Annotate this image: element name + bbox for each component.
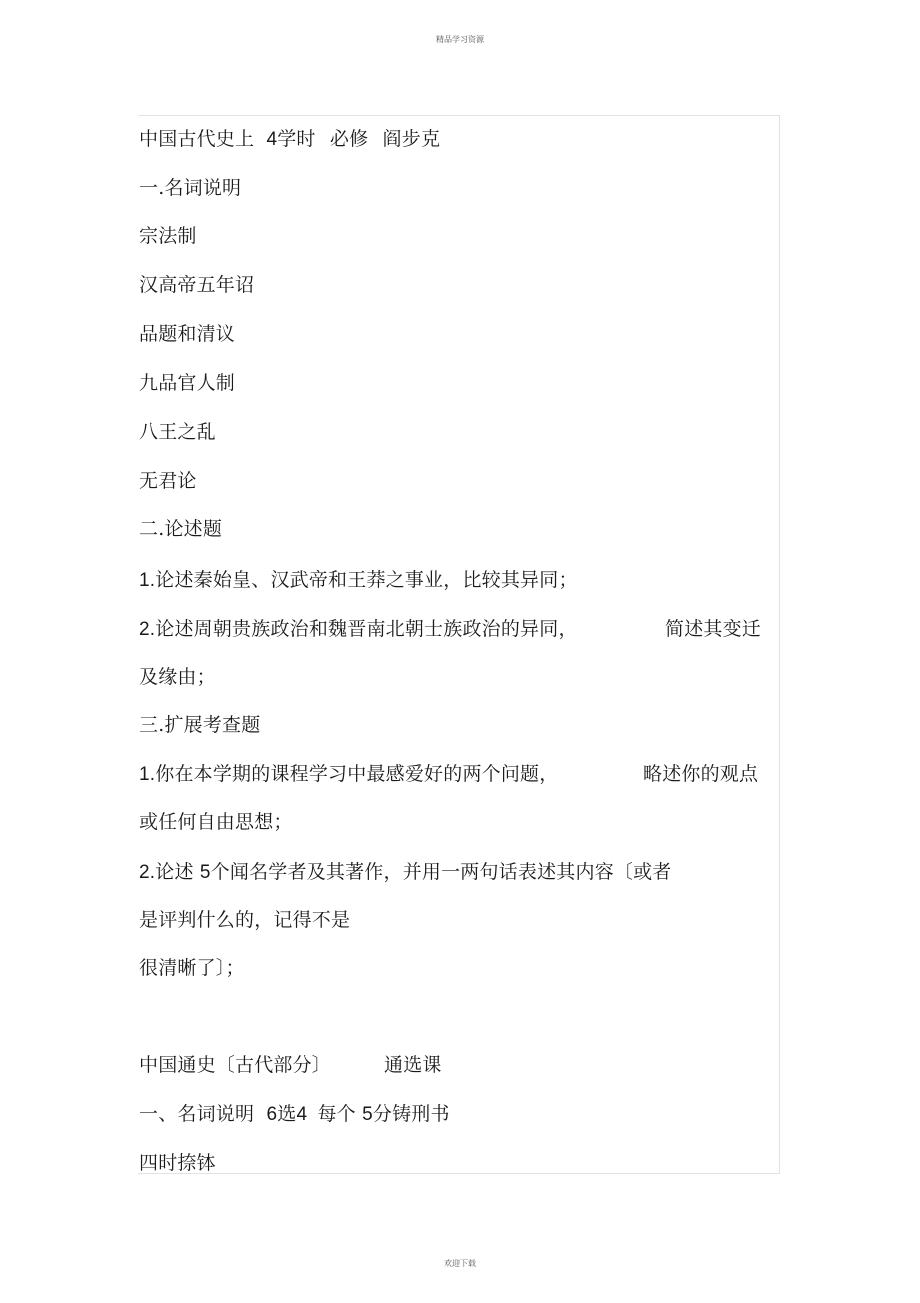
- section1-term: 宗法制: [139, 225, 197, 247]
- section3-heading: 三.扩展考查题: [139, 714, 261, 736]
- section3-q1-number: 1.: [139, 764, 156, 785]
- course2-count-label-a: 选: [277, 1103, 297, 1125]
- section1-term: 品题和清议: [139, 323, 236, 345]
- frame-bottom-border: [138, 1173, 780, 1174]
- section1-term: 九品官人制: [139, 372, 236, 394]
- course2-second-term: 四时捺钵: [139, 1152, 216, 1174]
- section3-question-2: [139, 860, 672, 885]
- section3-q2-text-c: 很清晰了〕；: [139, 957, 245, 979]
- section2-heading: 二.论述题: [139, 518, 223, 540]
- course2-points: 5: [362, 1104, 373, 1125]
- section1-term: 无君论: [139, 470, 197, 492]
- course2-each-label: 每个: [317, 1103, 356, 1125]
- section3-q2-text-b: 是评判什么的，记得不是: [139, 909, 351, 931]
- section2-q1-number: 1.: [139, 570, 156, 591]
- course2-first-term: 铸刑书: [392, 1103, 450, 1125]
- course1-teacher: 阎步克: [382, 128, 441, 150]
- section1-term: 汉高帝五年诏: [139, 274, 255, 296]
- course1-type: 必修: [329, 128, 369, 150]
- course1-title-line: [139, 127, 440, 152]
- section2-q2-number: 2.: [139, 619, 156, 640]
- page-footer: 欢迎下载: [444, 1259, 476, 1268]
- frame-right-border: [779, 115, 780, 1173]
- section3-question-1: [139, 762, 558, 787]
- section3-q2-number: 2.: [139, 862, 156, 883]
- section3-q2-text-a1: 论述: [155, 861, 194, 883]
- section2-q2-text-b: 简述其变迁: [665, 618, 762, 640]
- course2-count-b: 4: [296, 1104, 308, 1125]
- section2-q2-text-c: 及缘由；: [139, 666, 216, 688]
- course2-section-heading-line: [139, 1102, 450, 1127]
- section1-heading: 一.名词说明: [139, 177, 242, 199]
- course1-title: 中国古代史上: [139, 128, 255, 150]
- frame-top-border: [138, 115, 780, 116]
- section1-term: 八王之乱: [139, 421, 216, 443]
- course1-hours: 4: [266, 129, 278, 150]
- course2-count-a: 6: [266, 1104, 278, 1125]
- section3-q1-text-c: 或任何自由思想；: [139, 811, 293, 833]
- section2-question-2: [139, 617, 578, 642]
- section3-q2-text-a2: 个闻名学者及其著作，并用一两句话表述其内容〔或者: [210, 861, 672, 883]
- section3-q1-text-b: 略述你的观点: [643, 763, 759, 785]
- course2-section-heading: 一、名词说明: [139, 1103, 255, 1125]
- course2-type: 通选课: [384, 1054, 442, 1076]
- course2-title: 中国通史〔古代部分〕: [139, 1054, 332, 1076]
- course2-points-label: 分: [372, 1103, 393, 1125]
- section3-q1-text-a: 你在本学期的课程学习中最感爱好的两个问题，: [155, 763, 559, 785]
- section2-q2-text-a: 论述周朝贵族政治和魏晋南北朝士族政治的异同，: [155, 618, 578, 640]
- course1-hours-unit: 学时: [277, 128, 316, 150]
- section3-q2-count: 5: [199, 862, 211, 883]
- section2-q1-text: 论述秦始皇、汉武帝和王莽之事业，比较其异同；: [155, 569, 578, 591]
- page-header: 精品学习资源: [436, 35, 484, 44]
- section2-question-1: [139, 568, 578, 593]
